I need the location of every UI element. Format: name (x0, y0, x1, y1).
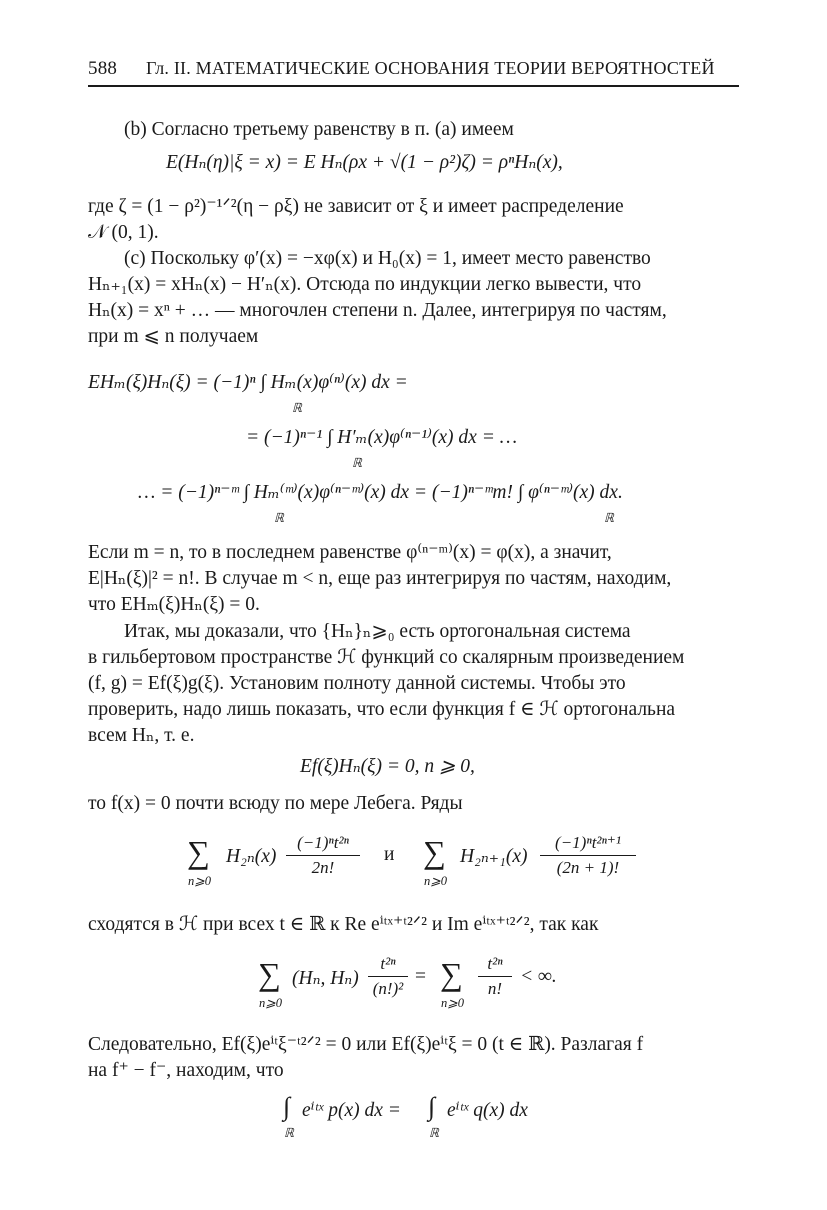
integral-domain-5: ℝ (284, 1126, 294, 1140)
norm-inner-product: (Hₙ, Hₙ) (292, 968, 359, 989)
norm-denominator-1: (n!)² (372, 979, 404, 998)
para-c-line-3: Hₙ(x) = xⁿ + … — многочлен степени n. Далее, интегрируя по частям, (88, 300, 667, 321)
series-left-denominator: 2n! (311, 858, 335, 877)
sum-symbol-4: ∑ (440, 956, 463, 992)
series-left-fraction (286, 833, 360, 878)
norm-finite: < ∞. (520, 966, 557, 987)
equation-2-line-1: EHₘ(ξ)Hₙ(ξ) = (−1)ⁿ ∫ Hₘ(x)φ⁽ⁿ⁾(x) dx = (88, 372, 408, 393)
fraction-bar (286, 855, 360, 856)
para-if-line-3: что EHₘ(ξ)Hₙ(ξ) = 0. (88, 594, 260, 615)
para-if-line-1: Если m = n, то в последнем равенстве φ⁽ⁿ⁻ᵐ⁾(x) = φ(x), а значит, (88, 542, 612, 563)
norm-numerator-1: t²ⁿ (380, 954, 396, 973)
sum-index-4: n⩾0 (441, 996, 464, 1010)
final-equation-left: eⁱᵗˣ p(x) dx = (302, 1100, 401, 1121)
sum-index-1: n⩾0 (188, 874, 211, 888)
series-right-denominator: (2n + 1)! (556, 858, 620, 877)
integral-domain-6: ℝ (429, 1126, 439, 1140)
series-right-term: H₂ₙ₊₁(x) (460, 846, 528, 867)
equation-2-line-2: = (−1)ⁿ⁻¹ ∫ H′ₘ(x)φ⁽ⁿ⁻¹⁾(x) dx = … (246, 427, 518, 448)
para-convergence: сходятся в ℋ при всех t ∈ ℝ к Re eⁱᵗˣ⁺ᵗ²ᐟ² и Im eⁱᵗˣ⁺ᵗ²ᐟ², так как (88, 914, 599, 935)
page-number: 588 (88, 58, 118, 79)
sum-index-3: n⩾0 (259, 996, 282, 1010)
norm-numerator-2: t²ⁿ (487, 954, 503, 973)
integral-domain-1: ℝ (292, 401, 302, 415)
para-b: (b) Согласно третьему равенству в п. (a) имеем (124, 119, 514, 140)
norm-denominator-2: n! (487, 979, 503, 998)
norm-equals: = (415, 966, 426, 987)
integral-domain-3: ℝ (274, 511, 284, 525)
integral-domain-4: ℝ (604, 511, 614, 525)
integral-sign-left: ∫ (283, 1092, 291, 1121)
para-itak-line-5: всем Hₙ, т. е. (88, 725, 195, 746)
para-itak-line-1: Итак, мы доказали, что {Hₙ}ₙ⩾₀ есть ортогональная система (124, 621, 631, 642)
running-title: Гл. II. МАТЕМАТИЧЕСКИЕ ОСНОВАНИЯ ТЕОРИИ ВЕРОЯТНОСТЕЙ (146, 58, 715, 78)
para-sled-line-1: Следовательно, Ef(ξ)eⁱᵗξ⁻ᵗ²ᐟ² = 0 или Ef(ξ)eⁱᵗξ = 0 (t ∈ ℝ). Разлагая f (88, 1034, 644, 1055)
para-zeta-line-2: 𝒩 (0, 1). (88, 222, 159, 243)
sum-index-2: n⩾0 (424, 874, 447, 888)
equation-2-line-3: … = (−1)ⁿ⁻ᵐ ∫ Hₘ⁽ᵐ⁾(x)φ⁽ⁿ⁻ᵐ⁾(x) dx = (−1)ⁿ⁻ᵐm! ∫ φ⁽ⁿ⁻ᵐ⁾(x) dx. (138, 482, 623, 503)
sum-symbol-2: ∑ (423, 834, 446, 870)
para-c-line-1: (c) Поскольку φ′(x) = −xφ(x) и H₀(x) = 1, имеет место равенство (124, 248, 651, 269)
integral-domain-2: ℝ (352, 456, 362, 470)
para-itak-line-4: проверить, надо лишь показать, что если функция f ∈ ℋ ортогональна (88, 699, 676, 720)
series-conjunction: и (384, 844, 395, 865)
integral-sign-right: ∫ (428, 1092, 436, 1121)
series-left-numerator: (−1)ⁿt²ⁿ (297, 833, 349, 852)
fraction-bar (540, 855, 636, 856)
sum-symbol-1: ∑ (187, 834, 210, 870)
running-header (88, 58, 738, 84)
para-zeta-line-1: где ζ = (1 − ρ²)⁻¹ᐟ²(η − ρξ) не зависит от ξ и имеет распределение (88, 196, 624, 217)
norm-fraction-2 (478, 954, 512, 999)
para-to: то f(x) = 0 почти всюду по мере Лебега. Ряды (88, 793, 463, 814)
para-itak-line-2: в гильбертовом пространстве ℋ функций со скалярным произведением (88, 647, 685, 668)
equation-1: E(Hₙ(η)|ξ = x) = E Hₙ(ρx + √(1 − ρ²)ζ) = ρⁿHₙ(x), (166, 152, 563, 173)
fraction-bar (368, 976, 408, 977)
para-c-line-2: Hₙ₊₁(x) = xHₙ(x) − H′ₙ(x). Отсюда по индукции легко вывести, что (88, 274, 642, 295)
final-equation-right: eⁱᵗˣ q(x) dx (447, 1100, 528, 1121)
series-right-fraction (540, 833, 636, 878)
series-right-numerator: (−1)ⁿt²ⁿ⁺¹ (555, 833, 621, 852)
equation-3: Ef(ξ)Hₙ(ξ) = 0, n ⩾ 0, (300, 756, 475, 777)
para-itak-line-3: (f, g) = Ef(ξ)g(ξ). Установим полноту данной системы. Чтобы это (88, 673, 626, 694)
para-sled-line-2: на f⁺ − f⁻, находим, что (88, 1060, 284, 1081)
fraction-bar (478, 976, 512, 977)
sum-symbol-3: ∑ (258, 956, 281, 992)
para-c-line-4: при m ⩽ n получаем (88, 326, 259, 347)
para-if-line-2: E|Hₙ(ξ)|² = n!. В случае m < n, еще раз интегрируя по частям, находим, (88, 568, 672, 589)
series-left-term: H₂ₙ(x) (226, 846, 277, 867)
header-rule (88, 85, 739, 87)
norm-fraction-1 (368, 954, 408, 999)
